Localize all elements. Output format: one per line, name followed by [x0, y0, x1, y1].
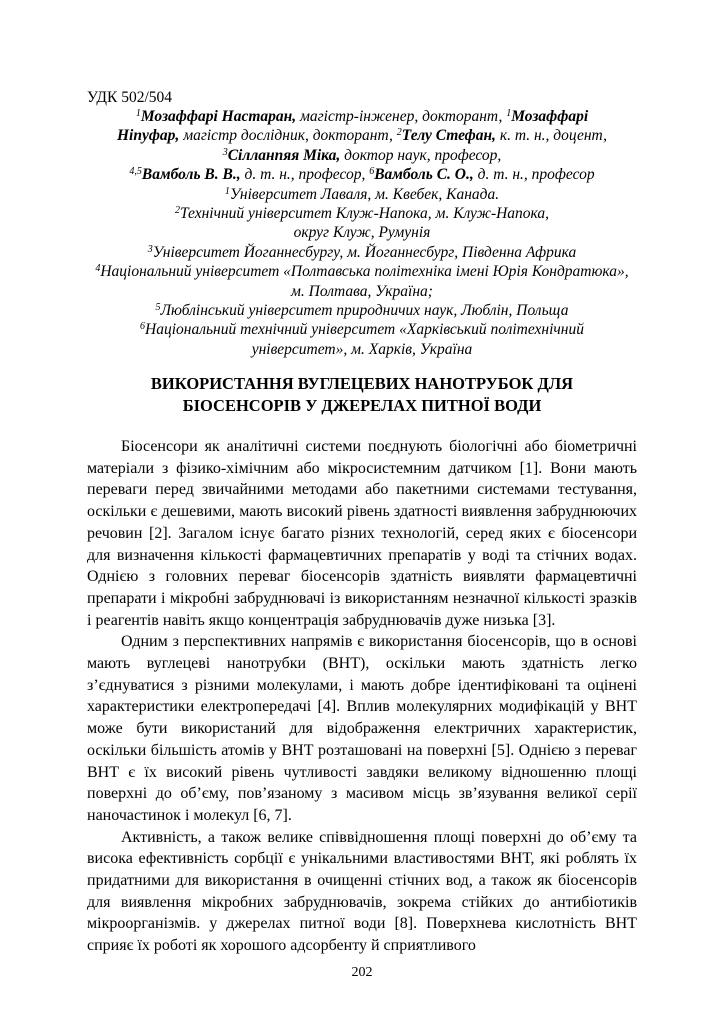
- superscript: 5: [155, 302, 161, 314]
- affiliation-text: університет», м. Харків, Україна: [251, 340, 473, 358]
- affiliation-text: Люблінський університет природничих наук, Люблін, Польща: [160, 302, 569, 320]
- superscript: 2: [174, 205, 180, 217]
- author-name: Вамболь С. О.,: [374, 166, 474, 184]
- author-desc: д. т. н., професор,: [240, 166, 370, 184]
- superscript: 3: [222, 146, 228, 158]
- author-name: Мозаффарі: [511, 108, 589, 125]
- author-name: Мозаффарі Настаран,: [140, 108, 297, 125]
- paragraph: Біосенсори як аналітичні системи поєднують біологічні або біометричні матеріали з фізико-хімічним або мікросистемним датчиком [1]. Вони мають переваги перед звичайними методами або пакетними системами тестування, оскільки є дешевими, мають високий рівень здатності виявлення забруднюючих речовин [2]. Загалом існує багато різних технологій, серед яких є біосенсори для визначення кількості фармацевтичних препаратів у воді та стічних водах. Однією з головних переваг біосенсорів здатність виявляти фармацевтичні препарати і мікробні забруднювачі із використанням незначної кількості зразків і реагентів навіть якщо концентрація забруднювачів дуже низька [3].: [87, 438, 637, 629]
- affiliation-line: [87, 243, 637, 262]
- affiliation-line: [87, 282, 637, 301]
- authors-block: [87, 107, 637, 359]
- author-name: Ніпуфар,: [116, 127, 180, 145]
- affiliation-line: [87, 301, 637, 320]
- affiliation-line: [87, 340, 637, 359]
- superscript: 1: [506, 108, 512, 119]
- title-line: БІОСЕНСОРІВ У ДЖЕРЕЛАХ ПИТНОЇ ВОДИ: [182, 396, 542, 415]
- affiliation-text: Університет Лаваля, м. Квебек, Канада.: [229, 185, 500, 203]
- affiliation-text: Технічний університет Клуж-Напока, м. Клуж-Напока,: [179, 205, 550, 223]
- affiliation-text: округ Клуж, Румунія: [293, 224, 431, 242]
- body-text: [87, 436, 637, 957]
- affiliation-line: [87, 320, 637, 339]
- author-line: [87, 107, 637, 126]
- page-number: 202: [351, 965, 373, 980]
- paragraph: Активність, а також велике співвідношення площі поверхні до об’єму та висока ефективність сорбції є унікальними властивостями ВНТ, які роблять їх придатними для використання в очищенні стічних вод, а також як біосенсорів для виявлення мікробних забруднювачів, зокрема стійких до антибіотиків мікроорганізмів. у джерелах питної води [8]. Поверхнева кислотність ВНТ сприяє їх роботі як хорошого адсорбенту й сприятливого: [87, 828, 637, 955]
- author-line: [87, 126, 637, 145]
- affiliation-line: [87, 223, 637, 242]
- author-desc: д. т. н., професор: [473, 166, 595, 184]
- affiliation-text: Університет Йоганнесбургу, м. Йоганнесбург, Південна Африка: [152, 243, 577, 261]
- superscript: 3: [147, 243, 153, 255]
- superscript: 6: [140, 321, 146, 333]
- superscript: 1: [135, 108, 141, 119]
- superscript: 4,5: [129, 166, 142, 178]
- paper-title: [87, 373, 637, 417]
- affiliation-line: [87, 204, 637, 223]
- affiliation-text: м. Полтава, Україна;: [291, 282, 433, 300]
- author-name: Сілланпяя Міка,: [227, 146, 341, 164]
- title-line: ВИКОРИСТАННЯ ВУГЛЕЦЕВИХ НАНОТРУБОК ДЛЯ: [150, 374, 574, 393]
- affiliation-line: [87, 262, 637, 281]
- author-line: [87, 146, 637, 165]
- affiliation-text: Національний університет «Полтавська політехніка імені Юрія Кондратюка»,: [100, 263, 629, 281]
- paragraph: Одним з перспективних напрямів є використання біосенсорів, що в основі мають вуглецеві нанотрубки (ВНТ), оскільки мають здатність легко з’єднуватися з різними молекулами, і мають добре ідентифіковані та оцінені характеристики електропередачі [4]. Вплив молекулярних модифікацій у ВНТ може бути використаний для відображення електричних характеристик, оскільки більшість атомів у ВНТ розташовані на поверхні [5]. Однією з переваг ВНТ є їх високий рівень чутливості завдяки великому відношенню площі поверхні до об’єму, пов’язаному з масивом місць зв’язування великої серії наночастинок і молекул [6, 7].: [87, 633, 637, 824]
- superscript: 2: [396, 127, 402, 139]
- author-desc: доктор наук, професор,: [340, 146, 502, 164]
- affiliation-text: Національний технічний університет «Харківський політехнічний: [145, 321, 584, 339]
- author-desc: магістр дослідник, докторант,: [179, 127, 397, 145]
- superscript: 1: [224, 185, 230, 197]
- author-desc: магістр-інженер, докторант,: [296, 108, 507, 125]
- author-name: Вамболь В. В.,: [141, 166, 241, 184]
- author-line: [87, 165, 637, 184]
- author-name: Телу Стефан,: [401, 127, 496, 145]
- author-desc: к. т. н., доцент,: [495, 127, 608, 145]
- affiliation-line: [87, 185, 637, 204]
- udk-code: УДК 502/504: [87, 89, 173, 106]
- superscript: 6: [369, 166, 375, 178]
- superscript: 4: [95, 263, 101, 275]
